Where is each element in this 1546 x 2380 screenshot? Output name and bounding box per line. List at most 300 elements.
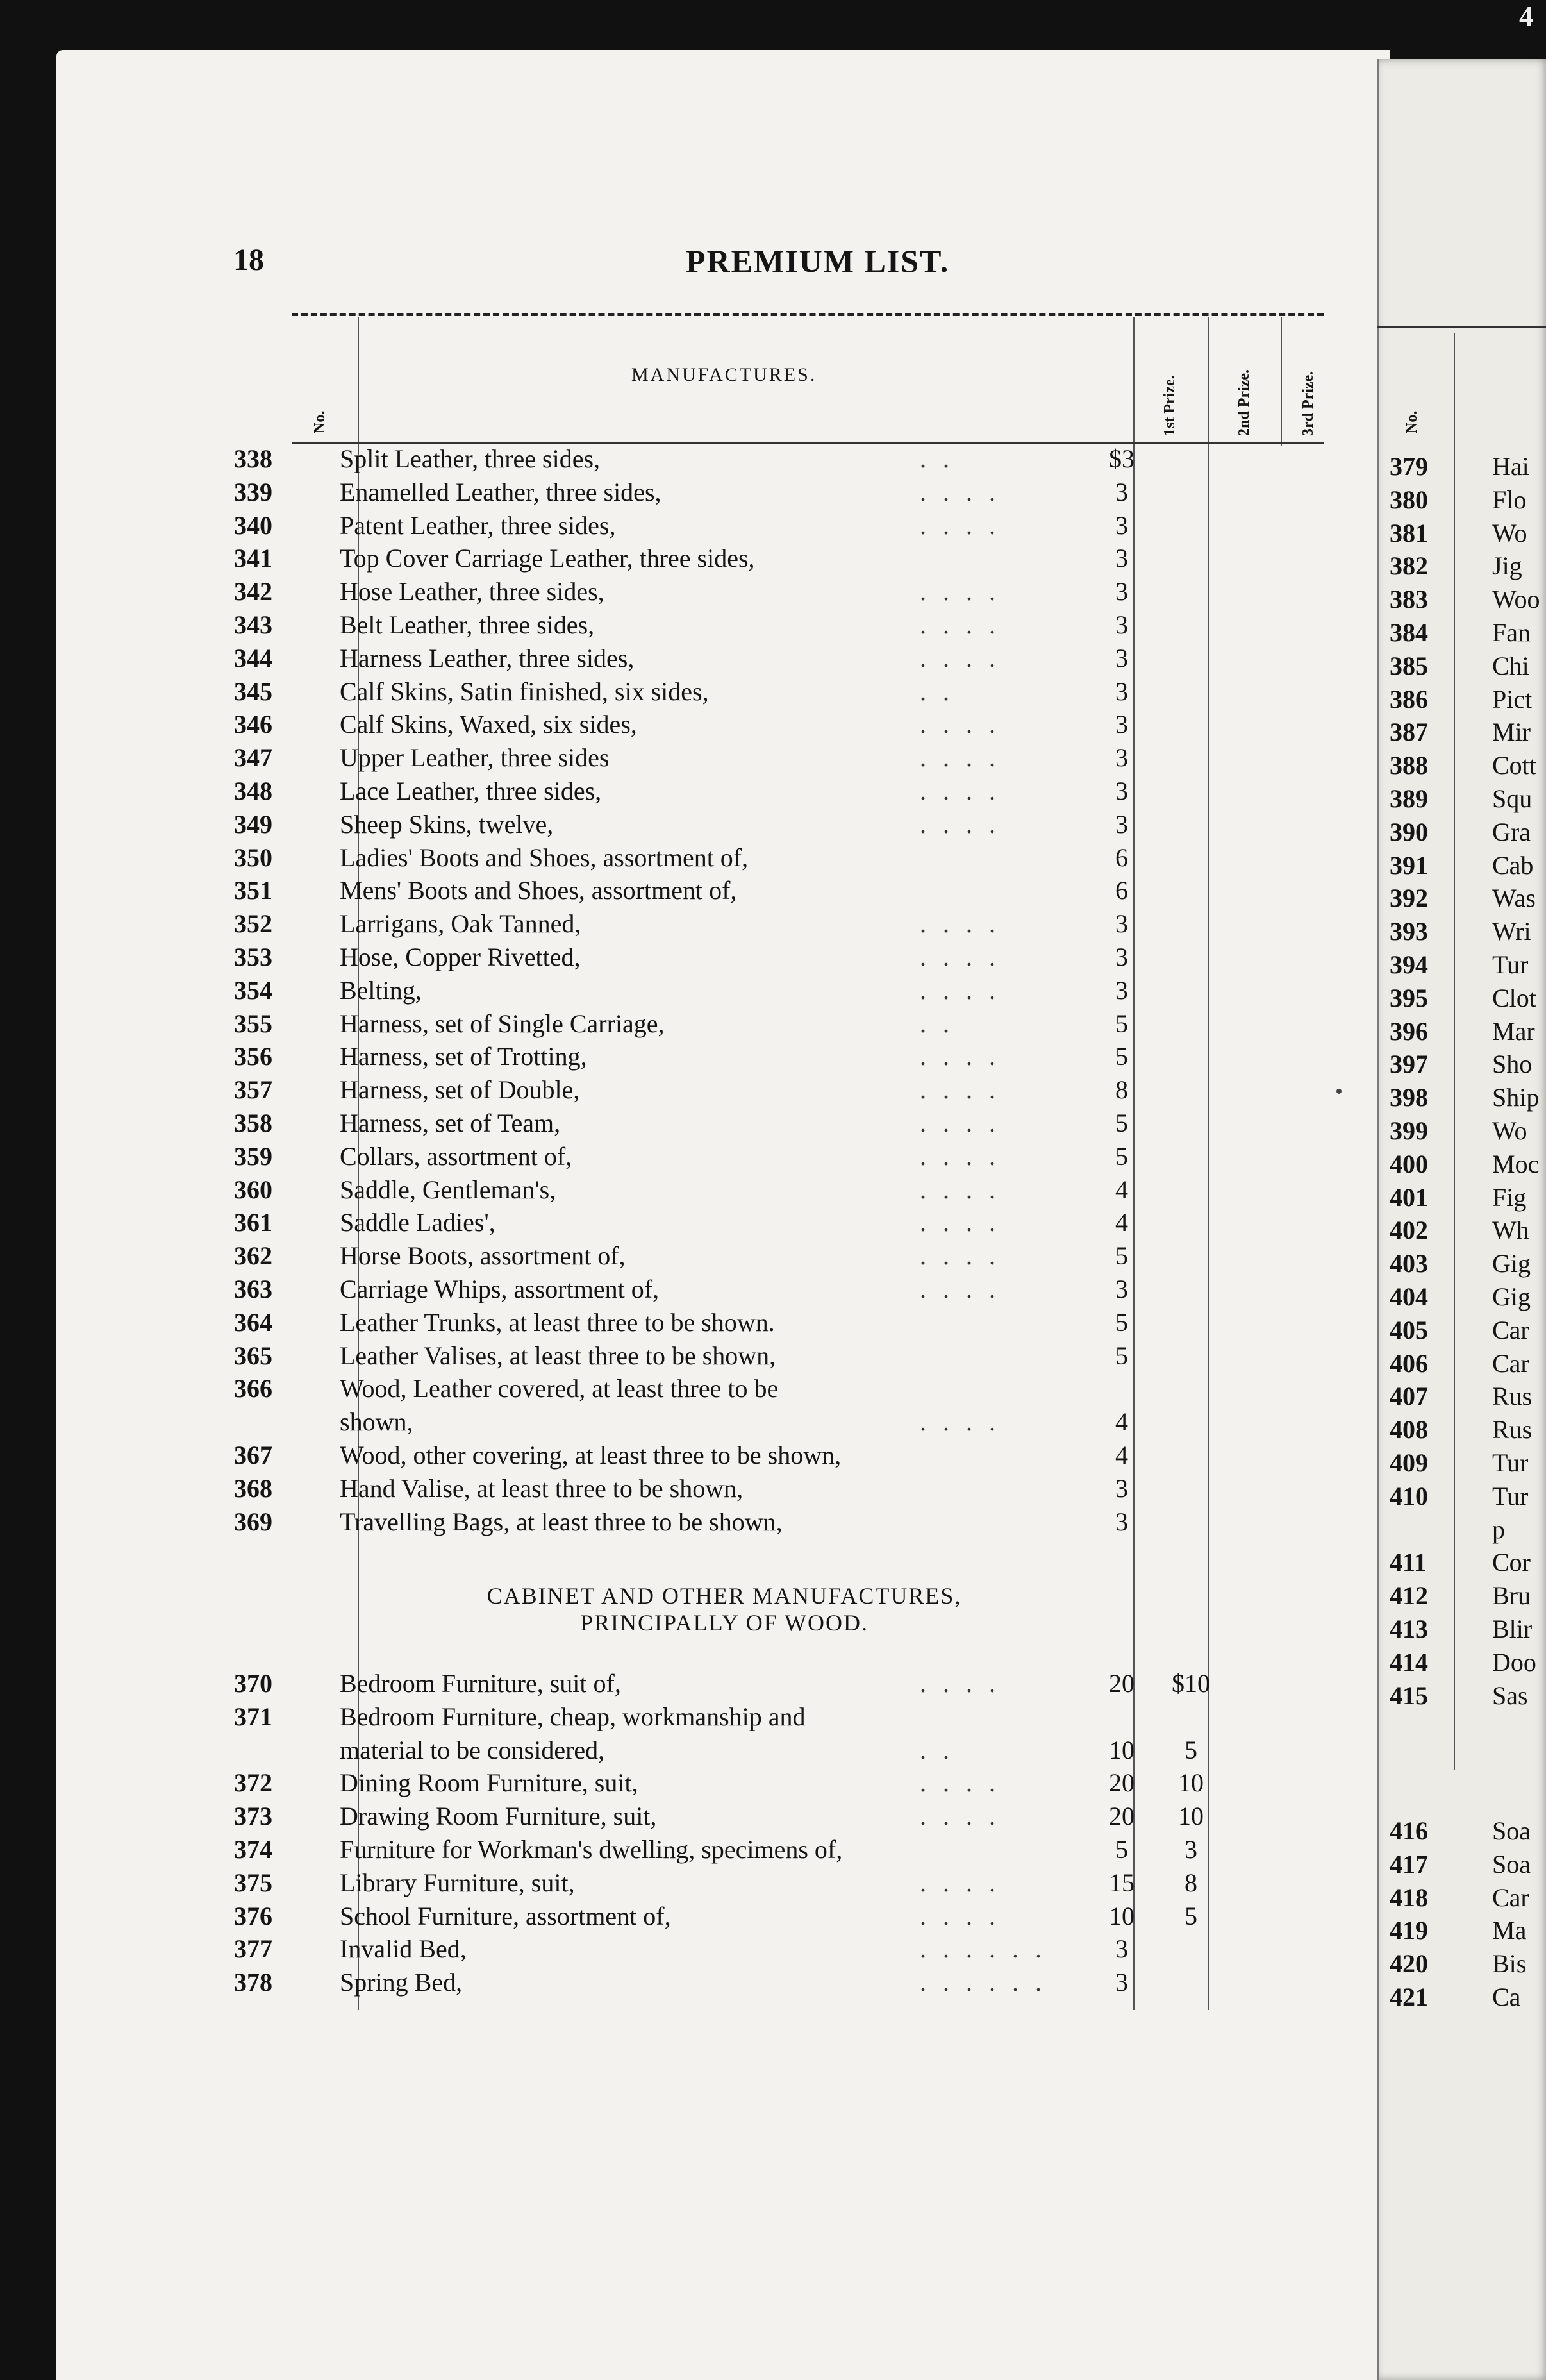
right-row: [1377, 716, 1546, 749]
section-heading-line1: CABINET AND OTHER MANUFACTURES,: [486, 1583, 962, 1609]
table-row: [0, 1107, 1333, 1140]
row-description: Horse Boots, assortment of,: [340, 1241, 626, 1271]
first-prize-value: 3: [1115, 1934, 1128, 1964]
row-number: 357: [234, 1075, 272, 1105]
table-row: [0, 1766, 1333, 1800]
row-number: 351: [234, 876, 272, 905]
right-row-number: 409: [1390, 1448, 1428, 1477]
table-row: [0, 1700, 1333, 1734]
row-number: 360: [234, 1175, 272, 1204]
right-row-description: Ship: [1492, 1083, 1540, 1112]
right-row: [1377, 749, 1546, 782]
row-description: Saddle, Gentleman's,: [340, 1175, 556, 1204]
right-row-number: 420: [1390, 1949, 1428, 1979]
right-row-number: 417: [1390, 1849, 1428, 1879]
row-description: Sheep Skins, twelve,: [340, 809, 554, 839]
row-number: 359: [234, 1141, 272, 1171]
first-prize-value: 5: [1115, 1109, 1128, 1137]
table-row: [0, 675, 1333, 708]
table-row: [0, 1040, 1333, 1073]
right-row-description: Cab: [1492, 850, 1534, 880]
row-description: Collars, assortment of,: [340, 1141, 572, 1171]
first-prize-value: 6: [1115, 876, 1128, 905]
row-description: Hose, Copper Rivetted,: [340, 943, 581, 971]
right-row-number: 418: [1390, 1882, 1428, 1912]
second-prize-value: 10: [1178, 1802, 1204, 1831]
right-row: [1377, 1081, 1546, 1114]
dot-leader: . . . .: [920, 1407, 1001, 1437]
row-number: 374: [234, 1835, 272, 1864]
row-description: School Furniture, assortment of,: [340, 1901, 671, 1931]
right-row: [1377, 1881, 1546, 1915]
first-prize-value: 3: [1115, 710, 1128, 739]
col-divider-3rd: [1281, 317, 1282, 446]
right-row: [1377, 1015, 1546, 1048]
second-prize-value: 5: [1184, 1901, 1197, 1931]
right-row-description: Cott: [1492, 751, 1536, 780]
right-row: [1377, 1446, 1546, 1480]
page-number: 18: [233, 243, 264, 277]
right-row-description: Clot: [1492, 983, 1536, 1012]
page-title: PREMIUM LIST.: [686, 243, 950, 279]
first-prize-value: 4: [1115, 1175, 1128, 1204]
right-row: [1377, 915, 1546, 948]
right-row-number: 387: [1390, 717, 1428, 747]
right-row-description: Pict: [1492, 684, 1533, 714]
dot-leader: . . . .: [920, 1075, 1001, 1105]
first-prize-value: 20: [1109, 1768, 1135, 1798]
right-row: [1377, 1247, 1546, 1280]
dot-leader: . . . .: [920, 909, 1001, 939]
table-row: [0, 974, 1333, 1007]
right-row-number: 403: [1390, 1249, 1428, 1278]
row-description: Library Furniture, suit,: [340, 1868, 575, 1897]
right-row-number: 386: [1390, 684, 1428, 714]
row-description: Belt Leather, three sides,: [340, 610, 595, 639]
right-row: [1377, 683, 1546, 716]
right-row-description: Soa: [1492, 1849, 1531, 1879]
row-number: 365: [234, 1341, 272, 1370]
right-row: [1377, 1947, 1546, 1981]
first-prize-value: 3: [1115, 676, 1128, 706]
dot-leader: . . . .: [920, 1175, 1001, 1204]
table-row: [0, 1007, 1333, 1041]
right-row-number: 415: [1390, 1680, 1428, 1710]
dot-leader: . . . .: [920, 1768, 1001, 1798]
right-row-description: Tur: [1492, 950, 1529, 979]
table-row: [0, 1439, 1333, 1472]
dot-leader: . . . .: [920, 1241, 1001, 1271]
right-row-description: Rus: [1492, 1382, 1533, 1411]
row-description: Upper Leather, three sides: [340, 743, 610, 773]
dot-leader: . . . .: [920, 710, 1001, 739]
right-row-number: 399: [1390, 1116, 1428, 1145]
row-number: 372: [234, 1768, 272, 1798]
row-number: 355: [234, 1009, 272, 1038]
right-row-number: 405: [1390, 1315, 1428, 1345]
row-description: Larrigans, Oak Tanned,: [340, 909, 581, 939]
row-description: Furniture for Workman's dwelling, specimens of,: [340, 1835, 843, 1864]
table-row: [0, 741, 1333, 775]
dot-leader: . . . .: [920, 643, 1001, 673]
table-row: [0, 1273, 1333, 1306]
first-prize-value: 3: [1115, 577, 1128, 607]
right-row: [1377, 1214, 1546, 1247]
corner-mark: 4: [1519, 1, 1533, 32]
right-row-number: 421: [1390, 1982, 1428, 2011]
row-description: Harness Leather, three sides,: [340, 643, 635, 673]
dot-leader: . . . .: [920, 1141, 1001, 1171]
section-heading-line2: PRINCIPALLY OF WOOD.: [579, 1610, 869, 1636]
right-row-description: Hai: [1492, 452, 1529, 481]
dot-leader: . . . .: [920, 943, 1001, 971]
right-row: [1377, 1413, 1546, 1446]
row-description: Harness, set of Single Carriage,: [340, 1009, 665, 1038]
second-prize-value: 5: [1184, 1735, 1197, 1764]
table-row: [0, 1866, 1333, 1900]
first-prize-value: 5: [1115, 1341, 1128, 1370]
right-row-description: Ca: [1492, 1982, 1521, 2011]
right-row-number: 402: [1390, 1216, 1428, 1245]
row-number: 343: [234, 610, 272, 639]
table-row: [0, 808, 1333, 841]
right-row: [1377, 1814, 1546, 1848]
right-row: [1377, 1181, 1546, 1214]
right-row-number: 382: [1390, 551, 1428, 581]
row-description: Mens' Boots and Shoes, assortment of,: [340, 876, 737, 905]
row-description: Bedroom Furniture, suit of,: [340, 1669, 621, 1698]
row-number: 369: [234, 1507, 272, 1536]
first-prize-value: 5: [1115, 1835, 1128, 1864]
right-row-description: Ma: [1492, 1916, 1527, 1945]
first-prize-value: 10: [1109, 1901, 1135, 1931]
right-row: [1377, 1613, 1546, 1646]
first-prize-value: 3: [1115, 743, 1128, 773]
right-row-description: Wri: [1492, 917, 1531, 946]
row-number: 363: [234, 1275, 272, 1303]
right-row-description: Fig: [1492, 1182, 1527, 1212]
first-prize-value: 3: [1115, 776, 1128, 805]
table-row: [0, 1239, 1333, 1273]
right-row-description: Bru: [1492, 1581, 1531, 1611]
row-description: Hose Leather, three sides,: [340, 577, 604, 607]
top-rule: [292, 313, 1324, 316]
table-row: [0, 1173, 1333, 1207]
row-number: 339: [234, 477, 272, 507]
dot-leader: . . . .: [920, 1868, 1001, 1897]
row-number: 340: [234, 510, 272, 540]
right-row-number: 396: [1390, 1016, 1428, 1046]
dot-leader: . . . .: [920, 1669, 1001, 1698]
right-row-number: 388: [1390, 751, 1428, 780]
right-row-number: 412: [1390, 1581, 1428, 1611]
right-row-description: Bis: [1492, 1949, 1527, 1979]
right-row-description: Wo: [1492, 1116, 1527, 1145]
right-row-number: 385: [1390, 651, 1428, 680]
dot-leader: . . . .: [920, 776, 1001, 805]
row-number: 338: [234, 444, 272, 473]
dot-leader: . . . .: [920, 510, 1001, 540]
row-number: 364: [234, 1307, 272, 1337]
row-description: Invalid Bed,: [340, 1934, 467, 1964]
right-row-number: 391: [1390, 850, 1428, 880]
right-row-description: Chi: [1492, 651, 1529, 680]
right-row-description: Cor: [1492, 1548, 1531, 1577]
right-row-number: 392: [1390, 884, 1428, 913]
row-description: Leather Valises, at least three to be shown,: [340, 1341, 776, 1370]
row-description: Spring Bed,: [340, 1968, 463, 1997]
dot-leader: . .: [920, 1735, 954, 1764]
right-row-description: Gra: [1492, 817, 1531, 846]
table-row: [0, 708, 1333, 741]
table-row: [0, 941, 1333, 974]
table-row: [0, 1900, 1333, 1933]
right-row-description: Wh: [1492, 1216, 1529, 1245]
row-description: Bedroom Furniture, cheap, workmanship and: [340, 1702, 806, 1731]
row-number: 349: [234, 809, 272, 839]
dot-leader: . . . . . .: [920, 1934, 1047, 1964]
dot-leader: . . . .: [920, 1275, 1001, 1303]
right-row-number: 404: [1390, 1282, 1428, 1311]
row-number: 352: [234, 909, 272, 939]
table-row: [0, 1932, 1333, 1966]
right-row-number: 401: [1390, 1182, 1428, 1212]
dot-leader: . . . .: [920, 610, 1001, 639]
right-row-number: 400: [1390, 1149, 1428, 1178]
row-number: 366: [234, 1374, 272, 1404]
row-number: 350: [234, 842, 272, 872]
second-prize-value: 10: [1178, 1768, 1204, 1798]
right-row: [1377, 1546, 1546, 1579]
first-prize-value: 3: [1115, 610, 1128, 639]
right-row-description: Moc: [1492, 1149, 1540, 1178]
right-row-description: Car: [1492, 1315, 1529, 1345]
row-description: Belting,: [340, 975, 422, 1005]
right-row: [1377, 1914, 1546, 1947]
second-prize-value: $10: [1172, 1669, 1210, 1698]
right-row-number: 389: [1390, 784, 1428, 813]
dot-leader: . . . .: [920, 1042, 1001, 1071]
first-prize-value: 4: [1115, 1208, 1128, 1237]
table-row: [0, 1306, 1333, 1339]
right-row: [1377, 1280, 1546, 1314]
right-row-number: 414: [1390, 1647, 1428, 1677]
table-row: [0, 907, 1333, 941]
row-description: Dining Room Furniture, suit,: [340, 1768, 638, 1798]
row-number: 367: [234, 1441, 272, 1470]
first-prize-value: $3: [1109, 444, 1135, 473]
row-description: Enamelled Leather, three sides,: [340, 477, 661, 507]
first-prize-value: 3: [1115, 975, 1128, 1005]
right-row: [1377, 583, 1546, 616]
table-row: [0, 1505, 1333, 1539]
right-row-description: Car: [1492, 1348, 1529, 1378]
right-row-number: 384: [1390, 618, 1428, 647]
row-description: Calf Skins, Satin finished, six sides,: [340, 676, 709, 706]
dot-leader: . .: [920, 444, 954, 473]
table-row: [0, 509, 1333, 542]
row-number: 345: [234, 676, 272, 706]
right-no-header: No.: [1404, 410, 1420, 433]
table-row: [0, 874, 1333, 907]
table-row: [0, 642, 1333, 675]
right-row-description: Jig: [1492, 551, 1522, 581]
right-row: [1377, 1646, 1546, 1679]
right-row-number: 416: [1390, 1816, 1428, 1845]
right-row: [1377, 982, 1546, 1015]
right-row-description: Sas: [1492, 1680, 1528, 1710]
row-description: Top Cover Carriage Leather, three sides,: [340, 544, 755, 573]
right-row: [1377, 1513, 1546, 1546]
dot-leader: . . . .: [920, 1802, 1001, 1831]
row-number: 358: [234, 1109, 272, 1137]
row-number: 377: [234, 1934, 272, 1964]
right-row: [1377, 849, 1546, 882]
table-row: [0, 1734, 1333, 1767]
right-row: [1377, 1480, 1546, 1513]
dot-leader: . . . .: [920, 743, 1001, 773]
dot-leader: . . . .: [920, 477, 1001, 507]
table-row: [0, 841, 1333, 875]
dot-leader: . .: [920, 1009, 954, 1038]
row-number: 376: [234, 1901, 272, 1931]
right-row-number: 380: [1390, 485, 1428, 514]
row-number: 371: [234, 1702, 272, 1731]
right-row: [1377, 1579, 1546, 1613]
first-prize-value: 3: [1115, 1507, 1128, 1536]
table-row: [0, 1372, 1333, 1405]
right-row: [1377, 1148, 1546, 1181]
right-row: [1377, 517, 1546, 550]
dot-leader: . . . .: [920, 577, 1001, 607]
table-row: [0, 1405, 1333, 1439]
row-number: 361: [234, 1208, 272, 1237]
row-description: Saddle Ladies',: [340, 1208, 495, 1237]
row-number: 347: [234, 743, 272, 773]
second-prize-value: 3: [1184, 1835, 1197, 1864]
dot-leader: . . . .: [920, 809, 1001, 839]
first-prize-value: 5: [1115, 1141, 1128, 1171]
table-row: [0, 1339, 1333, 1373]
right-row: [1377, 782, 1546, 816]
right-row-number: 419: [1390, 1916, 1428, 1945]
row-number: 373: [234, 1802, 272, 1831]
table-row: [0, 476, 1333, 509]
table-row: [0, 575, 1333, 608]
right-row-number: 406: [1390, 1348, 1428, 1378]
first-prize-value: 3: [1115, 1968, 1128, 1997]
first-prize-value: 3: [1115, 544, 1128, 573]
ink-dot: [1336, 1089, 1342, 1094]
table-row: [0, 775, 1333, 808]
table-row: [0, 442, 1333, 476]
row-number: 354: [234, 975, 272, 1005]
right-row: [1377, 649, 1546, 683]
first-prize-value: 5: [1115, 1009, 1128, 1038]
first-prize-value: 5: [1115, 1042, 1128, 1071]
dot-leader: . . . .: [920, 1901, 1001, 1931]
right-row-number: 390: [1390, 817, 1428, 846]
first-prize-value: 3: [1115, 1275, 1128, 1303]
row-number: 378: [234, 1968, 272, 1997]
table-row: [0, 1140, 1333, 1173]
right-row-number: 411: [1390, 1548, 1427, 1577]
right-row-number: 398: [1390, 1083, 1428, 1112]
right-row-number: 410: [1390, 1481, 1428, 1511]
first-prize-value: 8: [1115, 1075, 1128, 1105]
first-prize-value: 3: [1115, 477, 1128, 507]
row-number: 348: [234, 776, 272, 805]
table-row: [0, 542, 1333, 575]
row-description: Split Leather, three sides,: [340, 444, 601, 473]
table-row: [0, 1833, 1333, 1866]
first-prize-value: 20: [1109, 1802, 1135, 1831]
right-row-number: 383: [1390, 585, 1428, 614]
right-row: [1377, 1347, 1546, 1380]
right-row: [1377, 450, 1546, 483]
right-row-description: Gig: [1492, 1282, 1531, 1311]
table-row: [0, 1667, 1333, 1700]
first-prize-value: 10: [1109, 1735, 1135, 1764]
first-prize-value: 6: [1115, 842, 1128, 872]
right-row: [1377, 882, 1546, 915]
right-row-description: Squ: [1492, 784, 1533, 813]
row-number: 346: [234, 710, 272, 739]
row-number: 353: [234, 943, 272, 971]
table-row: [0, 1800, 1333, 1833]
row-description: Harness, set of Double,: [340, 1075, 580, 1105]
first-prize-value: 4: [1115, 1441, 1128, 1470]
table-row: [0, 1206, 1333, 1239]
row-description: Leather Trunks, at least three to be shown.: [340, 1307, 775, 1337]
row-number: 342: [234, 577, 272, 607]
right-row-description: Sho: [1492, 1050, 1533, 1079]
right-row: [1377, 483, 1546, 517]
row-description: Patent Leather, three sides,: [340, 510, 616, 540]
first-prize-value: 3: [1115, 510, 1128, 540]
table-row: [0, 1472, 1333, 1505]
first-prize-value: 4: [1115, 1407, 1128, 1437]
row-description: Wood, other covering, at least three to be shown,: [340, 1441, 842, 1470]
row-number: 344: [234, 643, 272, 673]
right-row: [1377, 1848, 1546, 1881]
right-row-description: Mar: [1492, 1016, 1535, 1046]
right-row-number: 397: [1390, 1050, 1428, 1079]
first-prize-value: 3: [1115, 809, 1128, 839]
row-description: Drawing Room Furniture, suit,: [340, 1802, 657, 1831]
right-row-number: 413: [1390, 1614, 1428, 1643]
row-number: 362: [234, 1241, 272, 1271]
right-row-number: 395: [1390, 983, 1428, 1012]
right-row-description: Car: [1492, 1882, 1529, 1912]
row-description: Hand Valise, at least three to be shown,: [340, 1473, 744, 1503]
row-description: Ladies' Boots and Shoes, assortment of,: [340, 842, 749, 872]
first-prize-value: 5: [1115, 1241, 1128, 1271]
row-number: 368: [234, 1473, 272, 1503]
row-description: Carriage Whips, assortment of,: [340, 1275, 660, 1303]
row-description: Harness, set of Team,: [340, 1109, 561, 1137]
first-prize-value: 3: [1115, 909, 1128, 939]
dot-leader: . . . . . .: [920, 1968, 1047, 1997]
table-row: [0, 1073, 1333, 1107]
right-row-number: 381: [1390, 518, 1428, 548]
right-row-description: Wo: [1492, 518, 1527, 548]
right-row-number: 393: [1390, 917, 1428, 946]
right-row-description: Tur: [1492, 1481, 1529, 1511]
right-row-description: Soa: [1492, 1816, 1531, 1845]
dot-leader: . .: [920, 676, 954, 706]
right-row: [1377, 616, 1546, 649]
